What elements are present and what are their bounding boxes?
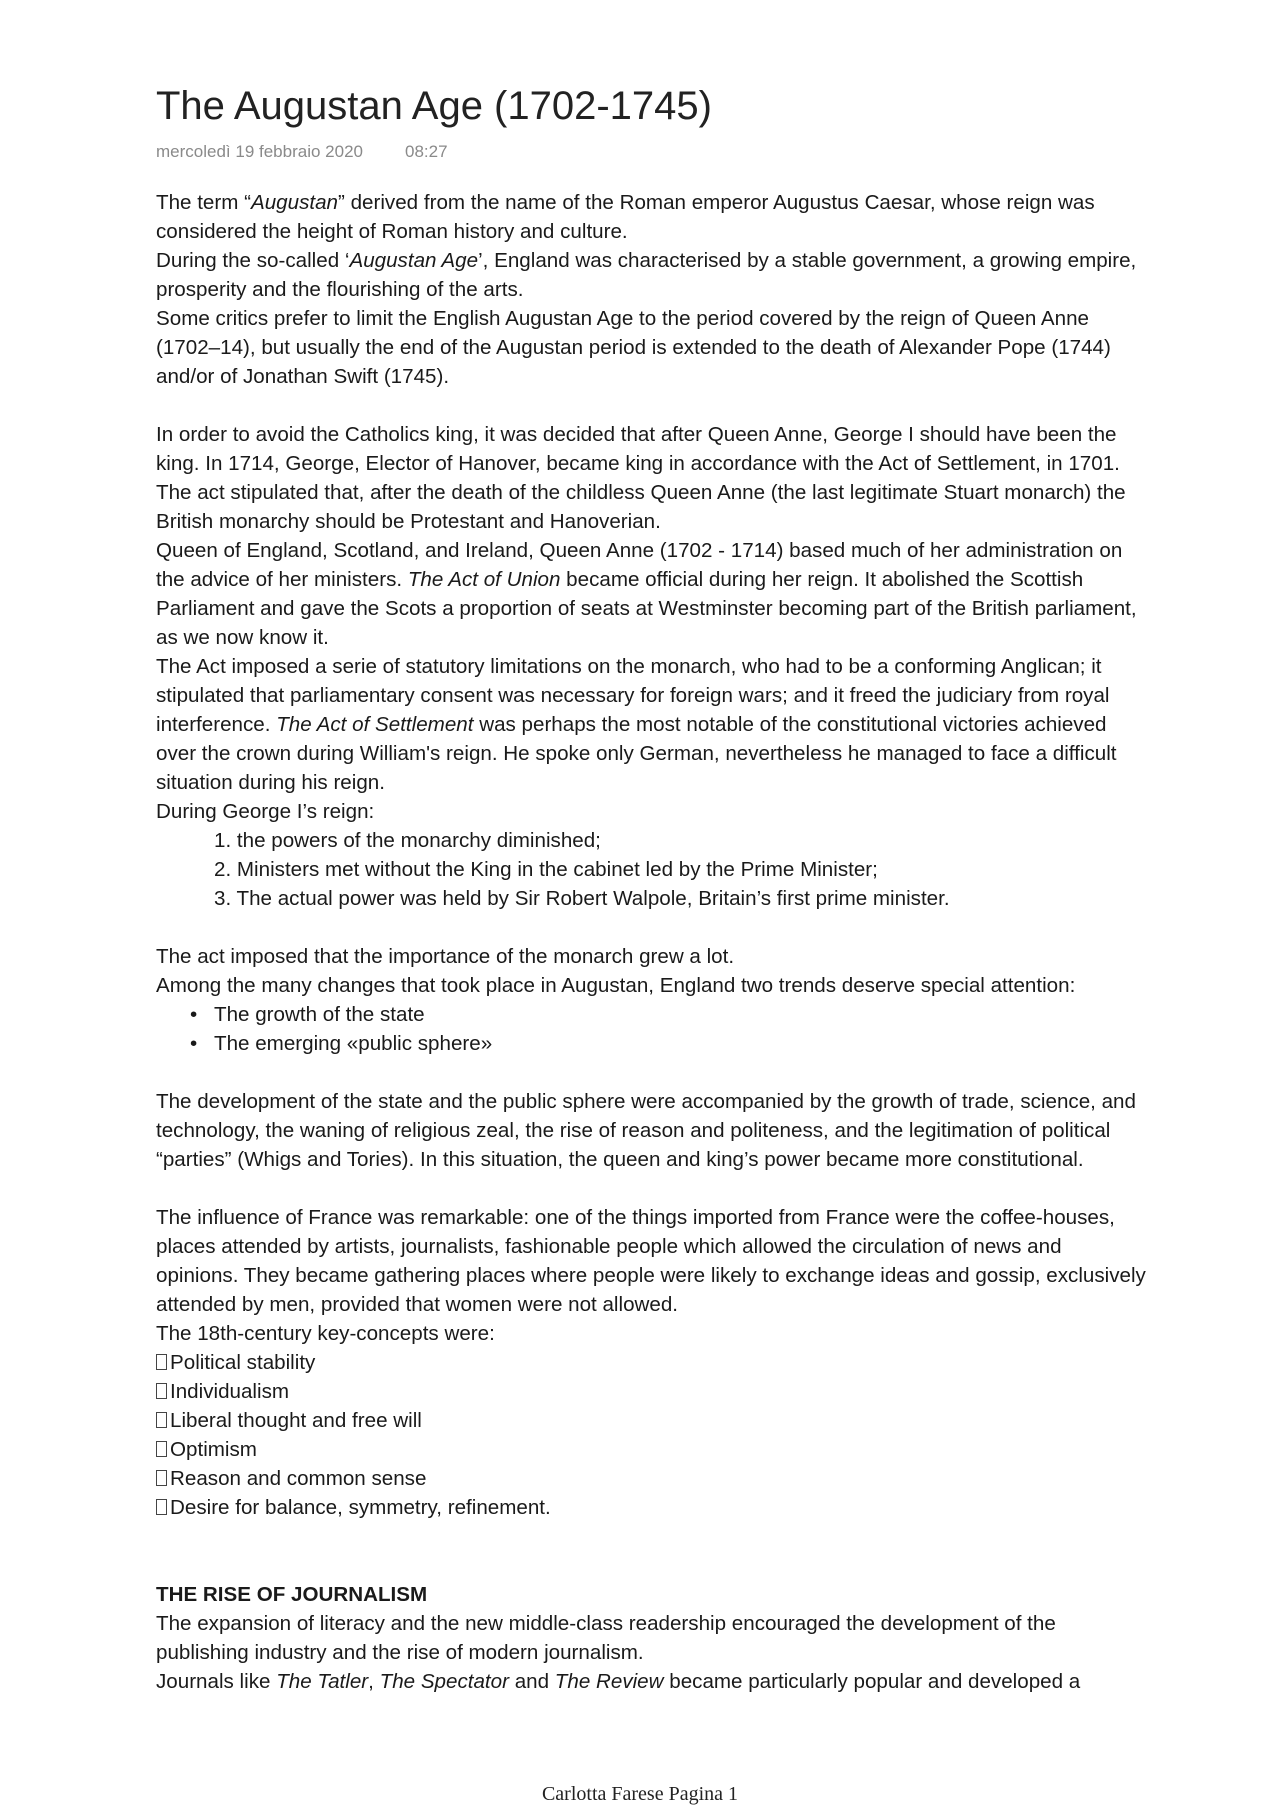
note-meta <box>156 142 1146 166</box>
missing-glyph-box-icon <box>156 1354 167 1370</box>
page-footer: Carlotta Farese Pagina 1 <box>541 1783 739 1805</box>
paragraph: The influence of France was remarkable: one of the things imported from France were the coffee-houses, places attended by artists, journalists, fashionable people which allowed the circulation of news and opinions. They became gathering places where people were likely to exchange ideas and gossip, exclusively attended by men, provided that women were not allowed. <box>156 1206 1146 1316</box>
concept-item: Liberal thought and free will <box>156 1406 1146 1435</box>
concept-item: Reason and common sense <box>156 1464 1146 1493</box>
missing-glyph-box-icon <box>156 1383 167 1399</box>
list-item: 2. Ministers met without the King in the cabinet led by the Prime Minister; <box>214 858 878 881</box>
section-heading: THE RISE OF JOURNALISM <box>156 1583 428 1606</box>
list-item: • The emerging «public sphere» <box>214 1029 1146 1058</box>
missing-glyph-box-icon <box>156 1412 167 1428</box>
paragraph: The expansion of literacy and the new middle-class readership encouraged the development of the publishing industry and the rise of modern journalism. <box>156 1612 1056 1664</box>
bullet-list <box>156 1000 1146 1058</box>
paragraph: During the so-called ‘Augustan Age’, England was characterised by a stable government, a growing empire, prosperity and the flourishing of the arts. <box>156 249 1137 301</box>
list-item: • The growth of the state <box>214 1000 1146 1029</box>
concept-item: Political stability <box>156 1348 1146 1377</box>
paragraph: Journals like The Tatler, The Spectator and The Review became particularly popular and developed a <box>156 1670 1081 1693</box>
paragraph: The act imposed that the importance of the monarch grew a lot. <box>156 945 735 968</box>
note-time: 08:27 <box>404 142 448 161</box>
paragraph: The Act imposed a serie of statutory limitations on the monarch, who had to be a conforming Anglican; it stipulated that parliamentary consent was necessary for foreign wars; and it freed the judiciary from royal interference. The Act of Settlement was perhaps the most notable of the constitutional victories achieved over the crown during William's reign. He spoke only German, nevertheless he managed to face a difficult situation during his reign. <box>156 655 1117 794</box>
concept-item: Individualism <box>156 1377 1146 1406</box>
paragraph: Queen of England, Scotland, and Ireland, Queen Anne (1702 - 1714) based much of her administration on the advice of her ministers. The Act of Union became official during her reign. It abolished the Scottish Parliament and gave the Scots a proportion of seats at Westminster becoming part of the British parliament, as we now know it. <box>156 539 1137 649</box>
missing-glyph-box-icon <box>156 1441 167 1457</box>
paragraph: The term “Augustan” derived from the name of the Roman emperor Augustus Caesar, whose reign was considered the height of Roman history and culture. <box>156 191 1095 243</box>
paragraph: Some critics prefer to limit the English Augustan Age to the period covered by the reign of Queen Anne (1702–14), but usually the end of the Augustan period is extended to the death of Alexander Pope (1744) and/or of Jonathan Swift (1745). <box>156 307 1111 388</box>
note-date: mercoledì 19 febbraio 2020 <box>156 142 363 161</box>
paragraph: The development of the state and the public sphere were accompanied by the growth of trade, science, and technology, the waning of religious zeal, the rise of reason and politeness, and the legitimation of political “parties” (Whigs and Tories). In this situation, the queen and king’s power became more constitutional. <box>156 1090 1136 1171</box>
numbered-list <box>156 826 1146 913</box>
paragraph: During George I’s reign: <box>156 800 375 823</box>
document-body <box>156 188 1146 1696</box>
paragraph: The 18th-century key-concepts were: <box>156 1322 495 1345</box>
missing-glyph-box-icon <box>156 1499 167 1515</box>
list-item: 3. The actual power was held by Sir Robert Walpole, Britain’s first prime minister. <box>214 887 950 910</box>
concept-item: Optimism <box>156 1435 1146 1464</box>
paragraph: In order to avoid the Catholics king, it was decided that after Queen Anne, George I should have been the king. In 1714, George, Elector of Hanover, became king in accordance with the Act of Settlement, in 1701. The act stipulated that, after the death of the childless Queen Anne (the last legitimate Stuart monarch) the British monarchy should be Protestant and Hanoverian. <box>156 423 1126 533</box>
missing-glyph-box-icon <box>156 1470 167 1486</box>
page-title: The Augustan Age (1702-1745) <box>156 84 712 128</box>
document-page <box>156 80 1146 1696</box>
concept-item: Desire for balance, symmetry, refinement. <box>156 1493 1146 1522</box>
paragraph: Among the many changes that took place in Augustan, England two trends deserve special attention: <box>156 974 1076 997</box>
list-item: 1. the powers of the monarchy diminished; <box>214 829 601 852</box>
